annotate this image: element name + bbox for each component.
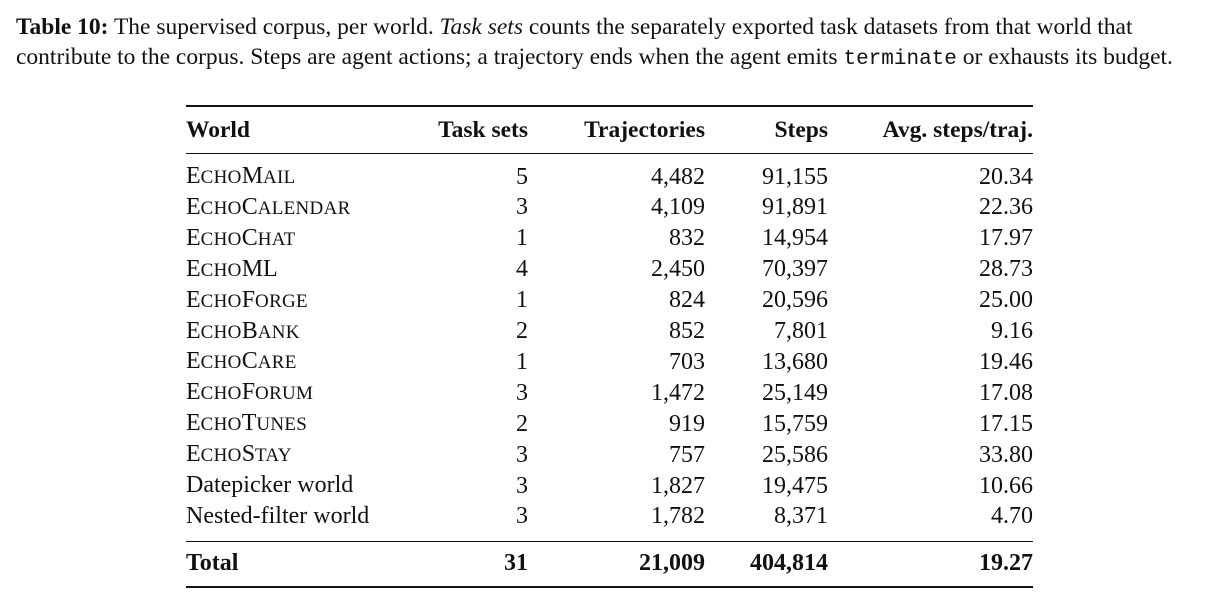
table-row	[186, 286, 1033, 317]
world-name	[186, 409, 411, 440]
cell-trajectories: 4,482	[651, 163, 705, 190]
cell-avg-steps: 22.36	[979, 194, 1033, 221]
world-name-initial: C	[241, 224, 258, 251]
caption-label: Table 10:	[16, 14, 109, 40]
table-row	[186, 224, 1033, 255]
world-name-initial: F	[241, 379, 256, 406]
world-prefix-small: CHO	[200, 321, 242, 343]
total-row	[186, 541, 1033, 587]
total-steps: 404,814	[750, 550, 828, 577]
cell-task-sets: 5	[516, 163, 528, 190]
world-prefix: E	[186, 379, 201, 406]
table-row	[186, 502, 1033, 541]
world-name-rest: ORGE	[255, 290, 308, 312]
world-prefix: E	[186, 193, 201, 220]
cell-trajectories: 1,472	[651, 379, 705, 406]
world-prefix: E	[186, 163, 201, 189]
cell-avg-steps: 17.97	[979, 225, 1033, 252]
table-row	[186, 471, 1033, 502]
world-prefix: E	[186, 410, 201, 437]
world-name-initial: C	[241, 348, 258, 375]
cell-steps: 25,149	[762, 379, 828, 406]
world-name-initial: S	[241, 441, 256, 468]
cell-steps: 19,475	[762, 472, 828, 499]
world-prefix-small: CHO	[200, 352, 242, 374]
world-name	[186, 154, 411, 193]
table-caption	[16, 13, 1214, 74]
cell-steps: 14,954	[762, 225, 828, 252]
cell-avg-steps: 10.66	[979, 472, 1033, 499]
cell-avg-steps: 17.15	[979, 410, 1033, 437]
cell-steps: 13,680	[762, 348, 828, 375]
cell-trajectories: 1,782	[651, 503, 705, 530]
table-row	[186, 255, 1033, 286]
cell-task-sets: 2	[516, 410, 528, 437]
world-prefix-small: CHO	[200, 259, 242, 281]
world-name	[186, 471, 411, 502]
world-name	[186, 224, 411, 255]
world-name	[186, 440, 411, 471]
table-row	[186, 440, 1033, 471]
cell-task-sets: 3	[516, 441, 528, 468]
cell-avg-steps: 25.00	[979, 287, 1033, 314]
world-name-initial: C	[241, 193, 258, 220]
total-avg: 19.27	[979, 550, 1033, 577]
world-name-rest: ALENDAR	[257, 197, 351, 219]
cell-avg-steps: 4.70	[991, 503, 1033, 530]
world-name-rest: TAY	[255, 445, 292, 467]
world-prefix: E	[186, 286, 201, 313]
world-name-initial: F	[241, 286, 256, 313]
caption-italic-term: Task sets	[439, 14, 523, 40]
total-task-sets: 31	[504, 550, 528, 577]
caption-text-1: The supervised corpus, per world.	[108, 14, 440, 40]
world-name	[186, 193, 411, 224]
cell-trajectories: 1,827	[651, 472, 705, 499]
world-name-rest: UNES	[256, 414, 308, 436]
cell-task-sets: 3	[516, 379, 528, 406]
cell-avg-steps: 9.16	[991, 318, 1033, 345]
world-name-rest: ARE	[257, 352, 297, 374]
world-name	[186, 286, 411, 317]
world-prefix-small: CHO	[200, 414, 242, 436]
cell-avg-steps: 28.73	[979, 256, 1033, 283]
table-row	[186, 193, 1033, 224]
world-name	[186, 502, 411, 541]
cell-steps: 91,155	[762, 163, 828, 190]
cell-trajectories: 757	[669, 441, 705, 468]
header-row	[186, 106, 1033, 154]
world-name-rest: AIL	[263, 167, 296, 188]
total-label: Total	[186, 550, 239, 577]
table-footer	[186, 541, 1033, 587]
table-row	[186, 409, 1033, 440]
cell-trajectories: 4,109	[651, 194, 705, 221]
world-prefix: E	[186, 317, 201, 344]
caption-text-3: or exhausts its budget.	[956, 43, 1173, 70]
cell-task-sets: 3	[516, 503, 528, 530]
corpus-table	[186, 105, 1033, 588]
header-world: World	[186, 116, 250, 143]
world-name	[186, 317, 411, 348]
cell-steps: 25,586	[762, 441, 828, 468]
world-prefix-small: CHO	[200, 290, 242, 312]
world-prefix: E	[186, 348, 201, 375]
cell-avg-steps: 20.34	[979, 163, 1033, 190]
cell-task-sets: 3	[516, 472, 528, 499]
cell-trajectories: 824	[669, 287, 705, 314]
cell-trajectories: 703	[669, 348, 705, 375]
header-trajectories: Trajectories	[584, 116, 705, 143]
table-row	[186, 378, 1033, 409]
world-name-initial: T	[241, 410, 257, 437]
world-name	[186, 255, 411, 286]
header-avg-steps: Avg. steps/traj.	[882, 116, 1033, 143]
cell-trajectories: 2,450	[651, 256, 705, 283]
world-name-initial: B	[241, 317, 258, 344]
cell-trajectories: 852	[669, 318, 705, 345]
cell-task-sets: 4	[516, 256, 528, 283]
total-trajectories: 21,009	[639, 550, 705, 577]
world-prefix-small: CHO	[200, 383, 242, 405]
caption-text-2: counts the separately exported task datasets from that world that contribute to the corpus. Steps are agent actions; a trajectory ends when the agent emits	[16, 14, 1133, 70]
world-name	[186, 378, 411, 409]
world-name-plain: Nested-filter world	[186, 502, 370, 529]
cell-avg-steps: 19.46	[979, 348, 1033, 375]
table-row	[186, 317, 1033, 348]
cell-task-sets: 2	[516, 318, 528, 345]
cell-steps: 7,801	[774, 318, 828, 345]
world-prefix-small: CHO	[200, 228, 242, 250]
cell-task-sets: 3	[516, 194, 528, 221]
caption-code-term: terminate	[843, 47, 957, 71]
cell-trajectories: 919	[669, 410, 705, 437]
cell-steps: 8,371	[774, 503, 828, 530]
world-prefix: E	[186, 224, 201, 251]
world-prefix-small: CHO	[200, 197, 242, 219]
cell-steps: 70,397	[762, 256, 828, 283]
world-name-initial: ML	[241, 255, 278, 282]
world-prefix: E	[186, 255, 201, 282]
world-name-rest: ANK	[257, 321, 300, 343]
world-name-rest: HAT	[257, 228, 296, 250]
world-prefix-small: CHO	[200, 167, 242, 188]
table-row	[186, 154, 1033, 193]
world-name	[186, 347, 411, 378]
table-body	[186, 154, 1033, 542]
cell-steps: 15,759	[762, 410, 828, 437]
header-task-sets: Task sets	[438, 116, 528, 143]
header-steps: Steps	[774, 116, 828, 143]
world-name-rest: ORUM	[255, 383, 314, 405]
cell-steps: 20,596	[762, 287, 828, 314]
world-prefix-small: CHO	[200, 445, 242, 467]
cell-steps: 91,891	[762, 194, 828, 221]
cell-task-sets: 1	[516, 348, 528, 375]
world-name-plain: Datepicker world	[186, 472, 354, 499]
cell-avg-steps: 33.80	[979, 441, 1033, 468]
cell-trajectories: 832	[669, 225, 705, 252]
cell-task-sets: 1	[516, 287, 528, 314]
world-prefix: E	[186, 441, 201, 468]
table-header	[186, 106, 1033, 154]
cell-task-sets: 1	[516, 225, 528, 252]
world-name-initial: M	[241, 163, 264, 189]
table-row	[186, 347, 1033, 378]
cell-avg-steps: 17.08	[979, 379, 1033, 406]
